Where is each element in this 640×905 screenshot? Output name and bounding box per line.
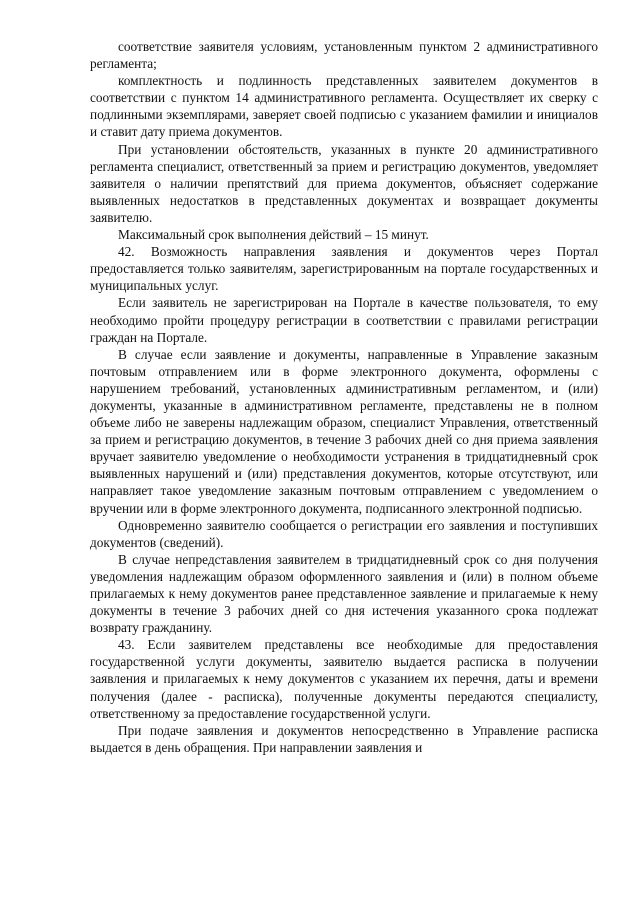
paragraph-3: При установлении обстоятельств, указанных в пункте 20 административного регламента специалист, ответственный за прием и регистрацию документов, уведомляет заявителя о наличии препятствий для приема документов, объясняет содержание выявленных недостатков в представленных документах и возвращает документы заявителю.	[90, 141, 598, 225]
paragraph-8: Одновременно заявителю сообщается о регистрации его заявления и поступивших документов (сведений).	[90, 517, 598, 550]
paragraph-7: В случае если заявление и документы, направленные в Управление заказным почтовым отправлением или в форме электронного документа, оформлены с нарушением требований, установленных административным регламентом, и (или) документы, указанные в административном регламенте, представлены не в полном объеме либо не заверены надлежащим образом, специалист Управления, ответственный за прием и регистрацию документов, в течение 3 рабочих дней со дня приема заявления вручает заявителю уведомление о необходимости устранения в тридцатидневный срок выявленных нарушений и (или) представления документов, которые отсутствуют, или направляет такое уведомление заказным почтовым отправлением с уведомлением о вручении или в форме электронного документа, подписанного электронной подписью.	[90, 346, 598, 516]
paragraph-9: В случае непредставления заявителем в тридцатидневный срок со дня получения уведомления надлежащим образом оформленного заявления и (или) в полном объеме прилагаемых к нему документов ранее представленное заявление и прилагаемые к нему документы в течение 3 рабочих дней со дня истечения указанного срока подлежат возврату гражданину.	[90, 551, 598, 636]
paragraph-10: 43. Если заявителем представлены все необходимые для предоставления государственной услуги документы, заявителю выдается расписка в получении заявления и прилагаемых к нему документов с указанием их перечня, даты и времени получения (далее - расписка), полученные документы передаются специалисту, ответственному за предоставление государственной услуги.	[90, 637, 598, 721]
paragraph-4: Максимальный срок выполнения действий – 15 минут.	[118, 227, 429, 243]
paragraph-5: 42. Возможность направления заявления и документов через Портал предоставляется только заявителям, зарегистрированным на портале государственных и муниципальных услуг.	[90, 244, 598, 294]
paragraph-2: комплектность и подлинность представленных заявителем документов в соответствии с пунктом 14 административного регламента. Осуществляет их сверку с подлинными экземплярами, заверяет своей подписью с указанием фамилии и инициалов и ставит дату приема документов.	[90, 73, 598, 140]
document-page	[90, 38, 598, 756]
paragraph-6: Если заявитель не зарегистрирован на Портале в качестве пользователя, то ему необходимо пройти процедуру регистрации в соответствии с правилами регистрации граждан на Портале.	[90, 295, 598, 345]
paragraph-11: При подаче заявления и документов непосредственно в Управление расписка выдается в день обращения. При направлении заявления и	[90, 722, 598, 755]
paragraph-1: соответствие заявителя условиям, установленным пунктом 2 административного регламента;	[90, 39, 598, 72]
